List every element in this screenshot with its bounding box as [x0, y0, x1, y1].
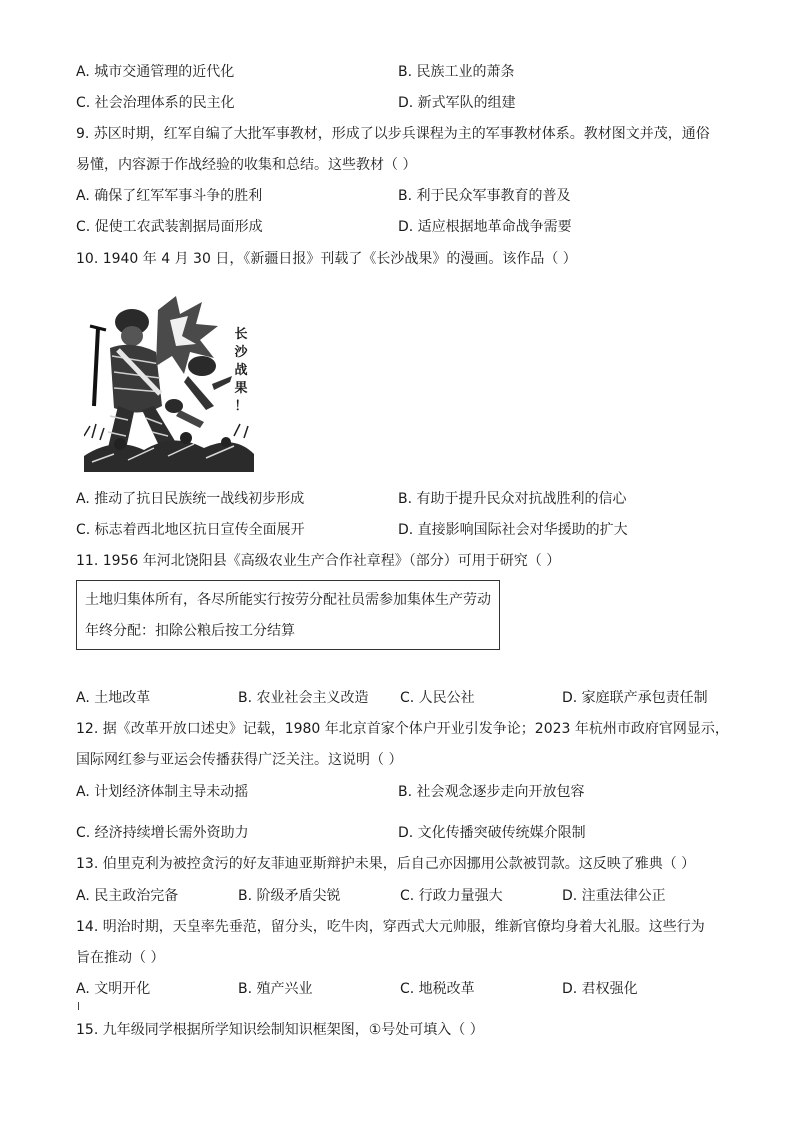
q11-option-c: C. 人民公社 — [400, 690, 475, 706]
charter-excerpt-box — [76, 580, 500, 650]
q14-option-c: C. 地税改革 — [400, 981, 475, 997]
q12-option-a: A. 计划经济体制主导未动摇 — [76, 784, 249, 800]
q9-option-c: C. 促使工农武装割据局面形成 — [76, 219, 263, 235]
q14-option-a: A. 文明开化 — [76, 981, 151, 997]
q12-stem-line2: 国际网红参与亚运会传播获得广泛关注。这说明（ ） — [76, 752, 403, 768]
q14-stem-line1: 14. 明治时期，天皇率先垂范，留分头，吃牛肉，穿西式大元帅服，维新官僚均身着大礼服。这些行为 — [76, 919, 705, 935]
q8-option-d: D. 新式军队的组建 — [398, 95, 516, 111]
q14-option-d: D. 君权强化 — [562, 981, 638, 997]
q13-option-d: D. 注重法律公正 — [562, 888, 666, 904]
q8-option-a: A. 城市交通管理的近代化 — [76, 64, 235, 80]
q15-stem: 15. 九年级同学根据所学知识绘制知识框架图，①号处可填入（ ） — [76, 1022, 484, 1038]
q13-stem: 13. 伯里克利为被控贪污的好友菲迪亚斯辩护未果，后自己亦因挪用公款被罚款。这反映了雅典（ ） — [76, 856, 696, 872]
q14-option-b: B. 殖产兴业 — [238, 981, 313, 997]
margin-mark — [78, 1002, 79, 1010]
cartoon-caption-char: 沙 — [234, 345, 248, 360]
cartoon-caption-char: 长 — [234, 327, 248, 342]
cartoon-illustration — [84, 286, 254, 472]
q10-option-b: B. 有助于提升民众对抗战胜利的信心 — [398, 491, 627, 507]
q8-option-c: C. 社会治理体系的民主化 — [76, 95, 235, 111]
q9-option-b: B. 利于民众军事教育的普及 — [398, 188, 571, 204]
changsha-victory-cartoon — [84, 286, 254, 472]
q12-option-c: C. 经济持续增长需外资助力 — [76, 825, 249, 841]
q13-option-b: B. 阶级矛盾尖锐 — [238, 888, 341, 904]
q10-option-c: C. 标志着西北地区抗日宣传全面展开 — [76, 522, 305, 538]
q13-option-a: A. 民主政治完备 — [76, 888, 179, 904]
q8-option-b: B. 民族工业的萧条 — [398, 64, 515, 80]
q11-option-b: B. 农业社会主义改造 — [238, 690, 369, 706]
q12-option-b: B. 社会观念逐步走向开放包容 — [398, 784, 585, 800]
q12-option-d: D. 文化传播突破传统媒介限制 — [398, 825, 586, 841]
q11-option-d: D. 家庭联产承包责任制 — [562, 690, 708, 706]
q14-stem-line2: 旨在推动（ ） — [76, 950, 165, 966]
cartoon-caption-char: ！ — [234, 399, 248, 414]
cartoon-caption-char: 果 — [234, 381, 248, 396]
q10-option-d: D. 直接影响国际社会对华援助的扩大 — [398, 522, 628, 538]
q13-option-c: C. 行政力量强大 — [400, 888, 503, 904]
q10-option-a: A. 推动了抗日民族统一战线初步形成 — [76, 491, 305, 507]
cartoon-caption-char: 战 — [234, 363, 248, 378]
charter-excerpt-line2: 年终分配：扣除公粮后按工分结算 — [85, 623, 295, 639]
cartoon-caption — [230, 326, 252, 416]
q10-stem: 10. 1940 年 4 月 30 日，《新疆日报》刊载了《长沙战果》的漫画。该作品（ ） — [76, 251, 577, 267]
q11-stem: 11. 1956 年河北饶阳县《高级农业生产合作社章程》（部分）可用于研究（ ） — [76, 553, 561, 569]
q9-option-d: D. 适应根据地革命战争需要 — [398, 219, 572, 235]
q9-stem-line1: 9. 苏区时期，红军自编了大批军事教材，形成了以步兵课程为主的军事教材体系。教材图文并茂，通俗 — [76, 126, 710, 142]
q11-option-a: A. 土地改革 — [76, 690, 151, 706]
charter-excerpt-line1: 土地归集体所有，各尽所能实行按劳分配社员需参加集体生产劳动 — [85, 592, 491, 608]
q9-option-a: A. 确保了红军军事斗争的胜利 — [76, 188, 263, 204]
q12-stem-line1: 12. 据《改革开放口述史》记载，1980 年北京首家个体户开业引发争论；2023 年杭州市政府官网显示， — [76, 721, 729, 737]
q9-stem-line2: 易懂，内容源于作战经验的收集和总结。这些教材（ ） — [76, 157, 417, 173]
